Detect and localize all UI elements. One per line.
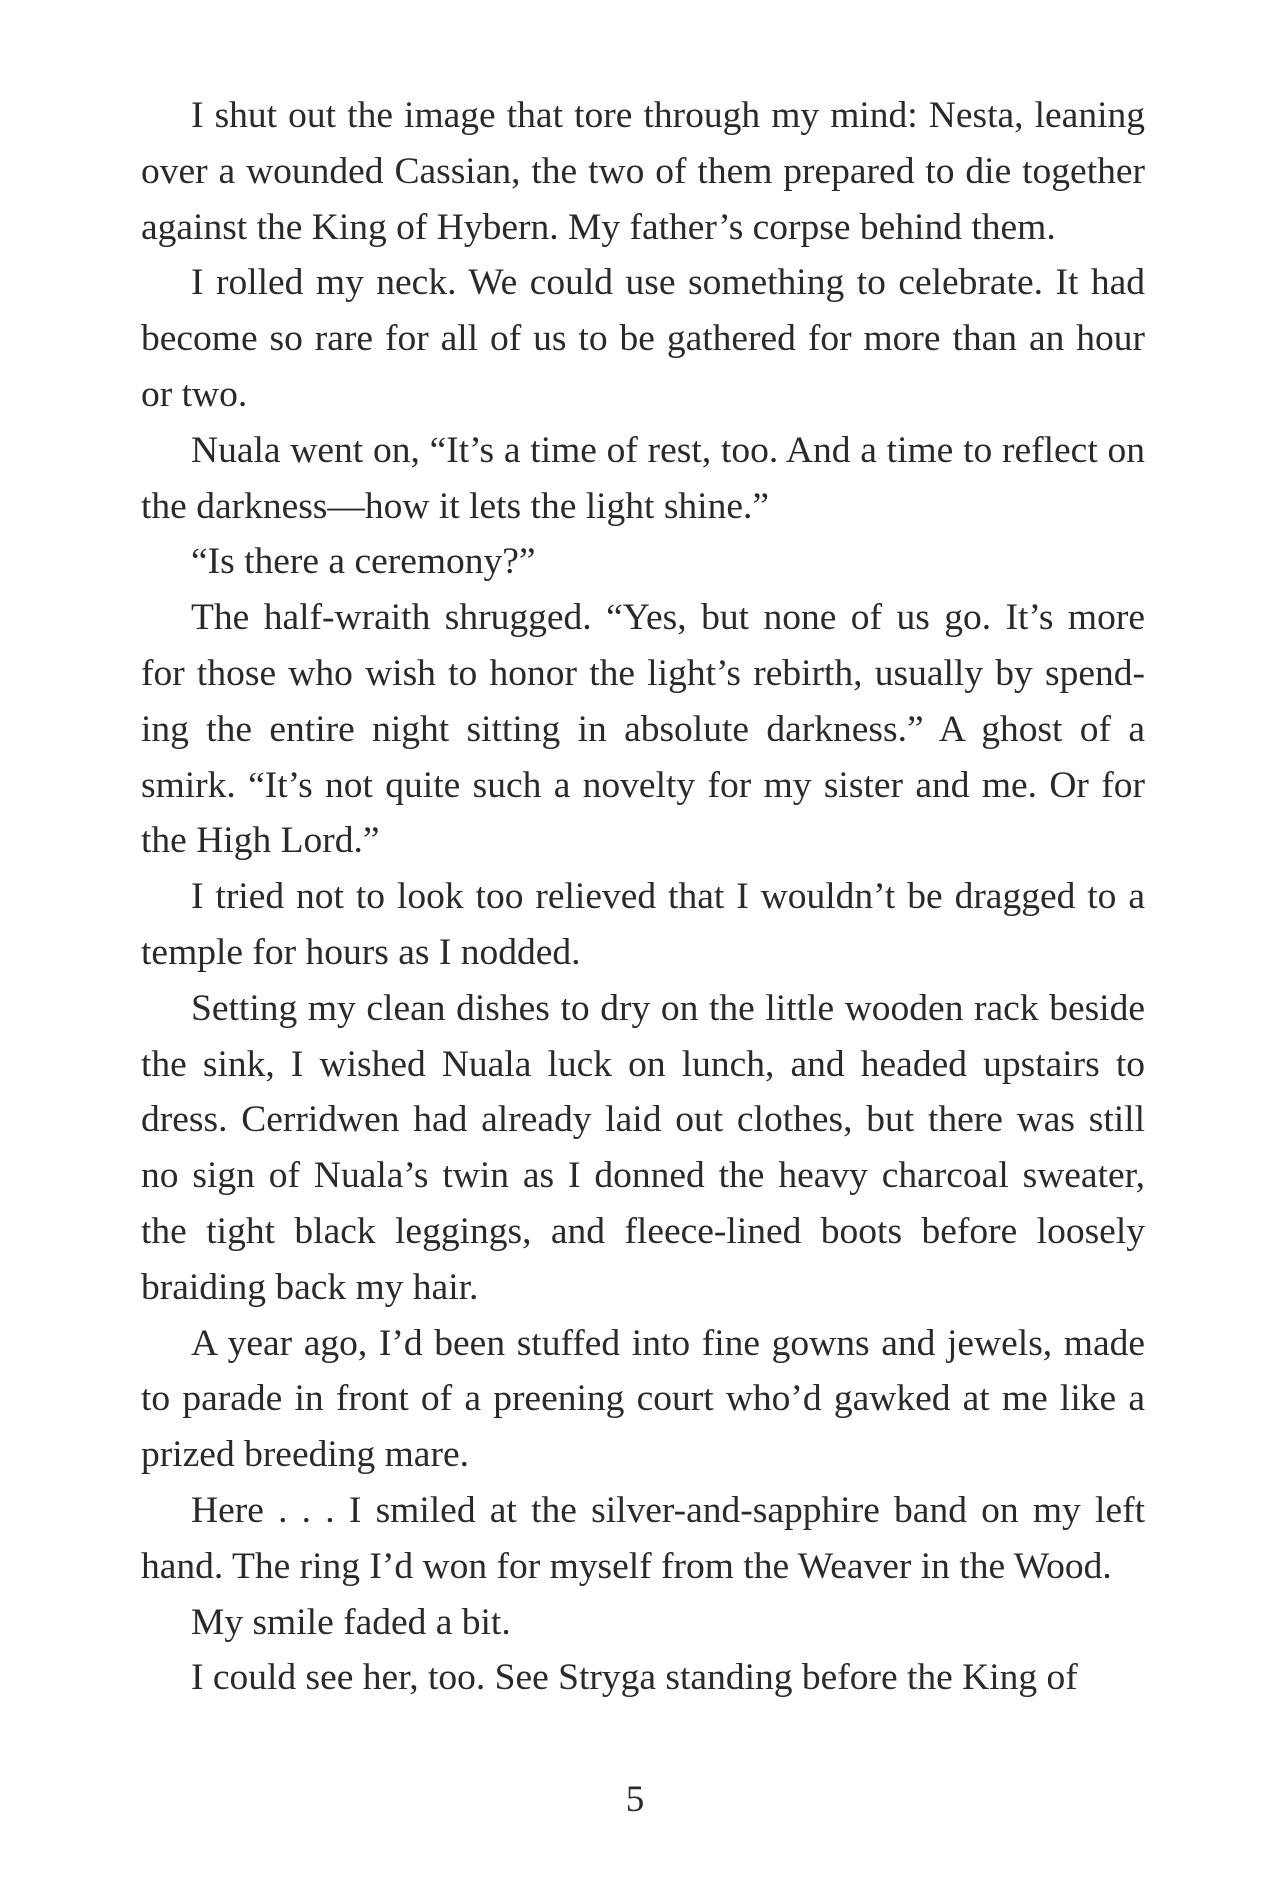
paragraph: I rolled my neck. We could use something to celebrate. It had become so rare for all of us to be gathered for more than an hour or two. xyxy=(141,262,1145,415)
paragraph: A year ago, I’d been stuffed into fine gowns and jewels, made to parade in front of a preening court who’d gawked at me like a prized breeding mare. xyxy=(141,1322,1145,1476)
body-text xyxy=(141,88,1145,1706)
paragraph: I could see her, too. See Stryga standing before the King of xyxy=(191,1657,1078,1699)
paragraph: My smile faded a bit. xyxy=(191,1601,511,1643)
page-number: 5 xyxy=(625,1779,645,1820)
paragraph: “Is there a ceremony?” xyxy=(191,541,536,583)
paragraph: Here . . . I smiled at the silver-and-sapphire band on my left hand. The ring I’d won for myself from the Weaver in the Wood. xyxy=(141,1489,1145,1587)
paragraph: Nuala went on, “It’s a time of rest, too. And a time to reflect on the darkness—how it lets the light shine.” xyxy=(141,429,1145,527)
paragraph: The half-wraith shrugged. “Yes, but none of us go. It’s more for those who wish to honor the light’s rebirth, usually by spending the entire night sitting in absolute darkness.” A ghost of a smirk. “It’s not quite such a novelty for my sister and me. Or for the High Lord.” xyxy=(141,597,1145,862)
paragraph: Setting my clean dishes to dry on the little wooden rack beside the sink, I wished Nuala luck on lunch, and headed upstairs to dress. Cerridwen had already laid out clothes, but there was still no sign of Nuala’s twin as I donned the heavy charcoal sweater, the tight black leggings, and fleece-lined boots before loosely braiding back my hair. xyxy=(141,987,1145,1308)
paragraph: I shut out the image that tore through my mind: Nesta, leaning over a wounded Cassian, the two of them prepared to die together against the King of Hybern. My father’s corpse behind them. xyxy=(141,95,1145,248)
paragraph: I tried not to look too relieved that I wouldn’t be dragged to a temple for hours as I nodded. xyxy=(141,876,1145,973)
